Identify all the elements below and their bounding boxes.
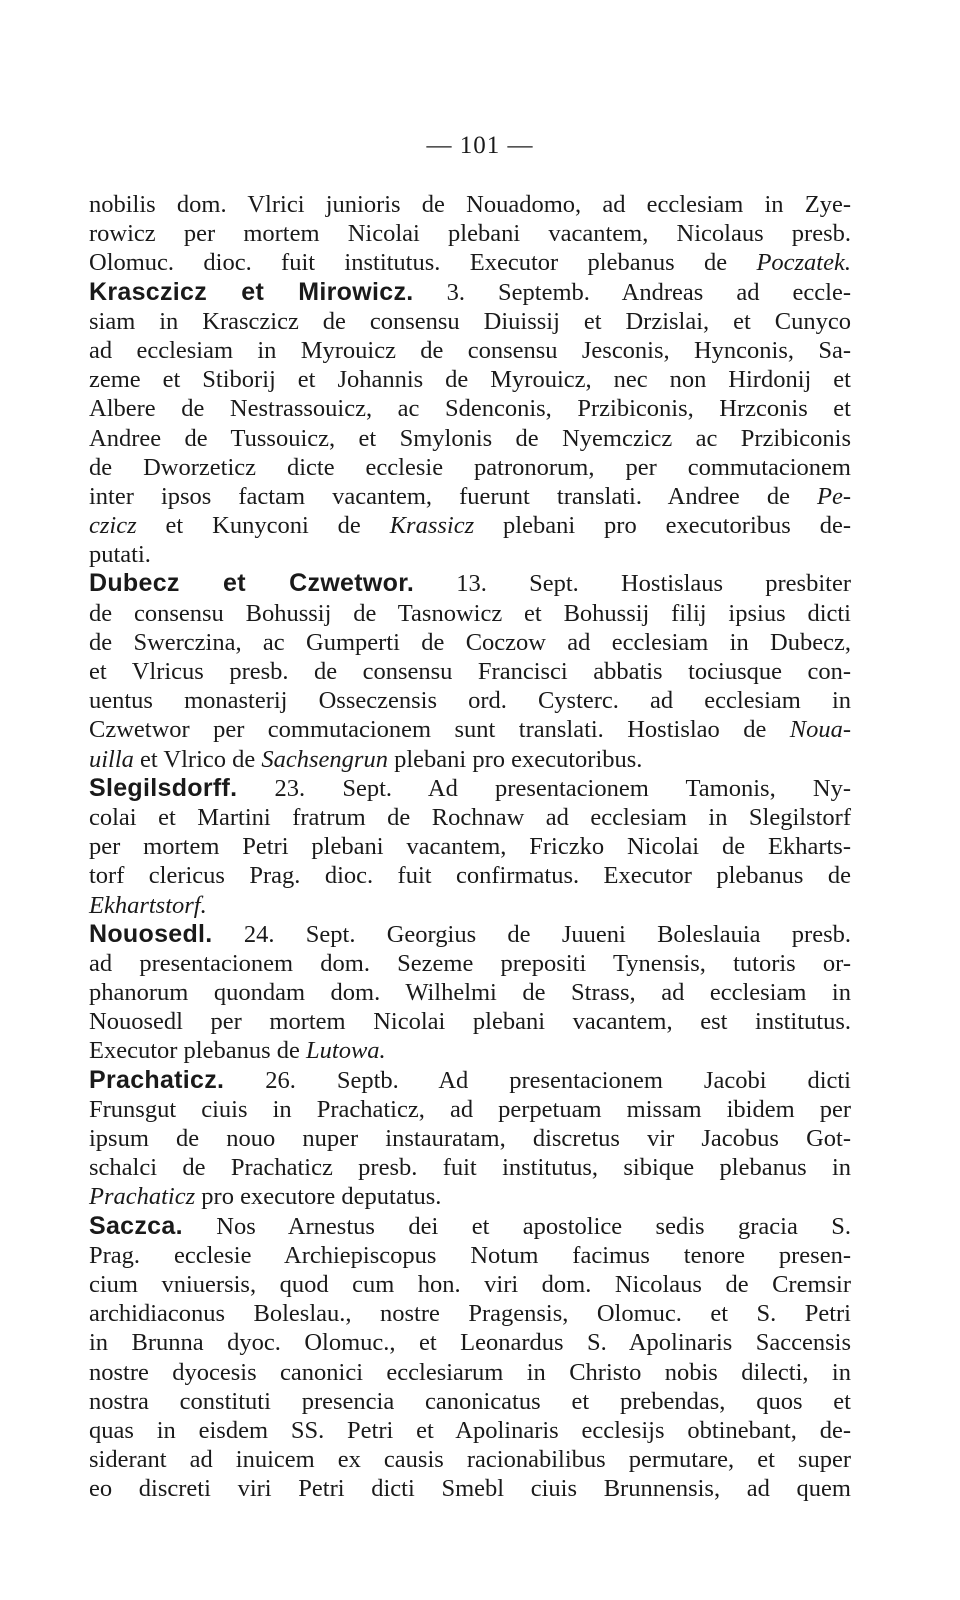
text-line [89,307,851,336]
text-line [89,686,851,715]
line-text: Andree de Tussouicz, et Smylonis de Nyemczicz ac Przibiconis [89,424,851,452]
line-text: 3. Septemb. Andreas ad eccle- [413,278,852,306]
line-text: et Vlricus presb. de consensu Francisci abbatis tociusque con- [89,658,851,685]
line-text: 26. Septb. Ad presentacionem Jacobi dicti [224,1066,851,1094]
line-text: plebani pro executoribus de- [474,512,851,540]
text-line [89,949,851,978]
text-line [89,891,851,920]
line-text: de Swerczina, ac Gumperti de Coczow ad ecclesiam in Dubecz, [89,628,851,656]
italic-place-name: czicz [89,512,137,540]
text-line [89,1445,851,1474]
line-text: in Brunna dyoc. Olomuc., et Leonardus S. Apolinaris Saccensis [89,1329,851,1357]
line-text: 24. Sept. Georgius de Juueni Boleslauia presb. [212,920,851,948]
body-text [89,190,851,1503]
line-text: inter ipsos factam vacantem, fuerunt translati. Andree de [89,482,817,510]
text-line [89,1007,851,1036]
line-text: siam in Krasczicz de consensu Diuissij et Drzislai, et Cunyco [89,307,851,335]
italic-place-name: Noua- [789,716,851,744]
line-text: torf clericus Prag. dioc. fuit confirmatus. Executor plebanus de [89,862,851,890]
line-text: cium vniuersis, quod cum hon. viri dom. Nicolaus de Cremsir [89,1270,851,1298]
italic-place-name: Sachsengrun [261,745,388,773]
line-text: ipsum de nouo nuper instauratam, discretus vir Jacobus Got- [89,1125,851,1152]
text-line [89,861,851,890]
italic-place-name: uilla [89,745,134,773]
text-line [89,715,851,744]
text-line [89,453,851,482]
text-line [89,1241,851,1270]
text-line [89,394,851,423]
text-line [89,1095,851,1124]
entry-heading: Slegilsdorff. [89,773,238,802]
line-text: 23. Sept. Ad presentacionem Tamonis, Ny- [237,774,851,802]
line-text: Olomuc. dioc. fuit institutus. Executor plebanus de [89,249,757,277]
text-line [89,1474,851,1503]
line-text: Frunsgut ciuis in Prachaticz, ad perpetuam missam ibidem per [89,1095,851,1123]
text-line [89,190,851,219]
text-line [89,248,851,277]
entry-heading: Saczca. [89,1211,183,1240]
text-line [89,1066,851,1095]
text-line [89,1212,851,1241]
line-text: per mortem Petri plebani vacantem, Friczko Nicolai de Ekharts- [89,833,851,861]
text-line [89,1416,851,1445]
italic-place-name: Poczatek. [756,249,851,277]
text-line [89,657,851,686]
text-line [89,599,851,628]
text-line [89,424,851,453]
text-line [89,978,851,1007]
text-line [89,628,851,657]
page-number: — 101 — [426,132,534,159]
text-line [89,1387,851,1416]
text-line [89,540,851,569]
italic-place-name: Lutowa. [306,1037,386,1065]
line-text: Prag. ecclesie Archiepiscopus Notum facimus tenore presen- [89,1241,851,1269]
text-line [89,336,851,365]
line-text: nostra constituti presencia canonicatus et prebendas, quos et [89,1387,851,1415]
entry-heading: Nouosedl. [89,919,213,948]
line-text: siderant ad inuicem ex causis racionabilibus permutare, et super [89,1446,851,1474]
italic-place-name: Pe- [817,482,851,510]
line-text: nostre dyocesis canonici ecclesiarum in Christo nobis dilecti, in [89,1358,851,1386]
line-text: Nos Arnestus dei et apostolice sedis gracia S. [182,1212,851,1240]
line-text: archidiaconus Boleslau., nostre Pragensis, Olomuc. et S. Petri [89,1300,851,1328]
line-text: pro executore deputatus. [195,1183,442,1211]
line-text: de consensu Bohussij de Tasnowicz et Bohussij filij ipsius dicti [89,599,851,627]
line-text: eo discreti viri Petri dicti Smebl ciuis Brunnensis, ad quem [89,1475,851,1503]
text-line [89,569,851,598]
line-text: putati. [89,541,151,569]
line-text: Albere de Nestrassouicz, ac Sdenconis, Przibiconis, Hrzconis et [89,395,851,423]
text-line [89,745,851,774]
text-line [89,1299,851,1328]
text-line [89,1328,851,1357]
entry-heading: Dubecz et Czwetwor. [89,569,415,598]
italic-place-name: Ekhartstorf. [89,891,207,919]
text-line [89,219,851,248]
entry-heading: Krasczicz et Mirowicz. [89,277,414,306]
line-text: de Dworzeticz dicte ecclesie patronorum, per commutacionem [89,453,851,481]
line-text: schalci de Prachaticz presb. fuit institutus, sibique plebanus in [89,1154,851,1182]
italic-place-name: Prachaticz [89,1183,196,1211]
text-line [89,365,851,394]
line-text: et Vlrico de [133,745,262,773]
line-text: rowicz per mortem Nicolai plebani vacantem, Nicolaus presb. [89,220,851,248]
text-line [89,1124,851,1153]
line-text: phanorum quondam dom. Wilhelmi de Strass, ad ecclesiam in [89,979,851,1007]
text-line [89,832,851,861]
text-line [89,278,851,307]
line-text: quas in eisdem SS. Petri et Apolinaris ecclesijs obtinebant, de- [89,1416,851,1444]
line-text: Executor plebanus de [89,1037,307,1065]
italic-place-name: Krassicz [389,512,475,540]
line-text: nobilis dom. Vlrici junioris de Nouadomo, ad ecclesiam in Zye- [89,191,851,218]
text-line [89,511,851,540]
line-text: zeme et Stiborij et Johannis de Myrouicz, nec non Hirdonij et [89,366,851,394]
text-line [89,803,851,832]
text-line [89,1036,851,1065]
line-text: uentus monasterij Osseczensis ord. Cysterc. ad ecclesiam in [89,687,851,715]
text-line [89,1182,851,1211]
entry-heading: Prachaticz. [89,1065,225,1094]
line-text: colai et Martini fratrum de Rochnaw ad ecclesiam in Slegilstorf [89,803,851,831]
line-text: et Kunyconi de [136,512,390,540]
line-text: ad presentacionem dom. Sezeme prepositi Tynensis, tutoris or- [89,949,851,977]
text-line [89,920,851,949]
text-line [89,1270,851,1299]
line-text: Nouosedl per mortem Nicolai plebani vacantem, est institutus. [89,1008,851,1036]
line-text: 13. Sept. Hostislaus presbiter [414,570,851,598]
line-text: Czwetwor per commutacionem sunt translati. Hostislao de [89,716,790,744]
text-line [89,1358,851,1387]
line-text: ad ecclesiam in Myrouicz de consensu Jesconis, Hynconis, Sa- [89,336,851,364]
text-line [89,482,851,511]
line-text: plebani pro executoribus. [387,745,643,773]
text-line [89,774,851,803]
text-line [89,1153,851,1182]
